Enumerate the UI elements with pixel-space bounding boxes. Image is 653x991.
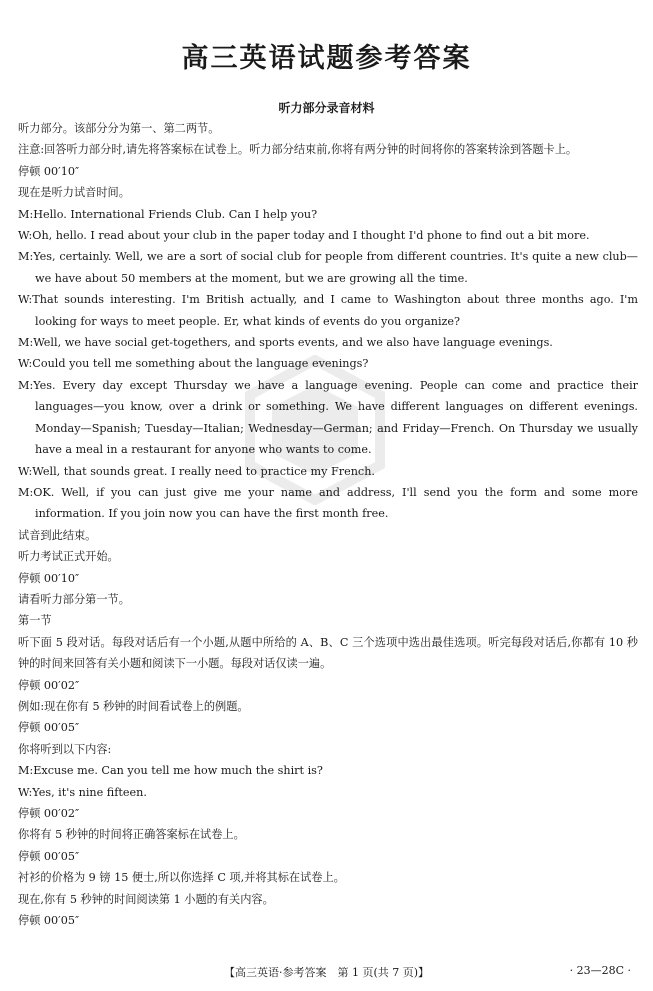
text-line: 试音到此结束。 <box>18 528 97 542</box>
dialogue-line: M:Yes. Every day except Thursday we have a language evening. People can come and practice their languages—you know, over a drink or something. We have different languages on different evenings. Monday—Spanish; Tuesday—Italian; Wednesday—German; and Friday—French. On Thursday we usually have a meal in a restaurant for anyone who wants to come. <box>18 378 638 457</box>
text-line: 现在,你有 5 秒钟的时间阅读第 1 小题的有关内容。 <box>18 892 274 906</box>
dialogue-line: M:Yes, certainly. Well, we are a sort of social club for people from different countries. It's quite a new club—we have about 50 members at the moment, but we are growing all the time. <box>18 250 638 285</box>
text-line: 停顿 00′10″ <box>18 571 80 585</box>
dialogue-line: W:Yes, it's nine fifteen. <box>18 785 147 799</box>
text-line: 衬衫的价格为 9 镑 15 便士,所以你选择 C 项,并将其标在试卷上。 <box>18 871 345 885</box>
text-line: 听力部分。该部分分为第一、第二两节。 <box>18 122 220 135</box>
text-line: 你将有 5 秒钟的时间将正确答案标在试卷上。 <box>18 828 245 842</box>
text-line: 听力考试正式开始。 <box>18 550 119 564</box>
text-line: 停顿 00′05″ <box>18 914 80 928</box>
text-line: 停顿 00′10″ <box>18 164 80 178</box>
text-line: 现在是听力试音时间。 <box>18 186 130 200</box>
dialogue-line: M:OK. Well, if you can just give me your name and address, I'll send you the form and some more information. If you join now you can have the first month free. <box>18 485 638 521</box>
dialogue-line: W:Could you tell me something about the language evenings? <box>18 357 369 371</box>
text-line: 停顿 00′05″ <box>18 849 80 863</box>
text-line: 停顿 00′02″ <box>18 678 80 692</box>
section-subtitle: 听力部分录音材料 <box>278 101 375 115</box>
dialogue-line: W:Oh, hello. I read about your club in the paper today and I thought I'd phone to find out a bit more. <box>18 229 590 243</box>
footer-code: · 23—28C · <box>569 964 631 977</box>
text-line: 你将听到以下内容: <box>18 742 112 756</box>
text-line: 停顿 00′05″ <box>18 721 80 735</box>
text-line: 请看听力部分第一节。 <box>18 592 130 606</box>
text-line: 听下面 5 段对话。每段对话后有一个小题,从题中所给的 A、B、C 三个选项中选出最佳选项。听完每段对话后,你都有 10 秒钟的时间来回答有关小题和阅读下一小题。每段对话仅读一遍。 <box>18 635 638 671</box>
dialogue-line: W:That sounds interesting. I'm British actually, and I came to Washington about three months ago. I'm looking for ways to meet people. Er, what kinds of events do you organize? <box>18 293 638 328</box>
dialogue-line: M:Excuse me. Can you tell me how much the shirt is? <box>18 764 323 778</box>
footer-page-info: 【高三英语·参考答案 第 1 页(共 7 页)】 <box>223 966 430 979</box>
dialogue-line: W:Well, that sounds great. I really need to practice my French. <box>18 464 375 478</box>
transcript-body <box>18 118 638 931</box>
dialogue-line: M:Well, we have social get-togethers, and sports events, and we also have language evenings. <box>18 336 553 350</box>
text-line: 注意:回答听力部分时,请先将答案标在试卷上。听力部分结束前,你将有两分钟的时间将你的答案转涂到答题卡上。 <box>18 143 578 157</box>
text-line: 停顿 00′02″ <box>18 807 80 820</box>
section-heading: 第一节 <box>18 614 52 628</box>
dialogue-line: M:Hello. International Friends Club. Can I help you? <box>18 207 318 221</box>
page-title: 高三英语试题参考答案 <box>181 43 472 74</box>
text-line: 例如:现在你有 5 秒钟的时间看试卷上的例题。 <box>18 699 249 713</box>
